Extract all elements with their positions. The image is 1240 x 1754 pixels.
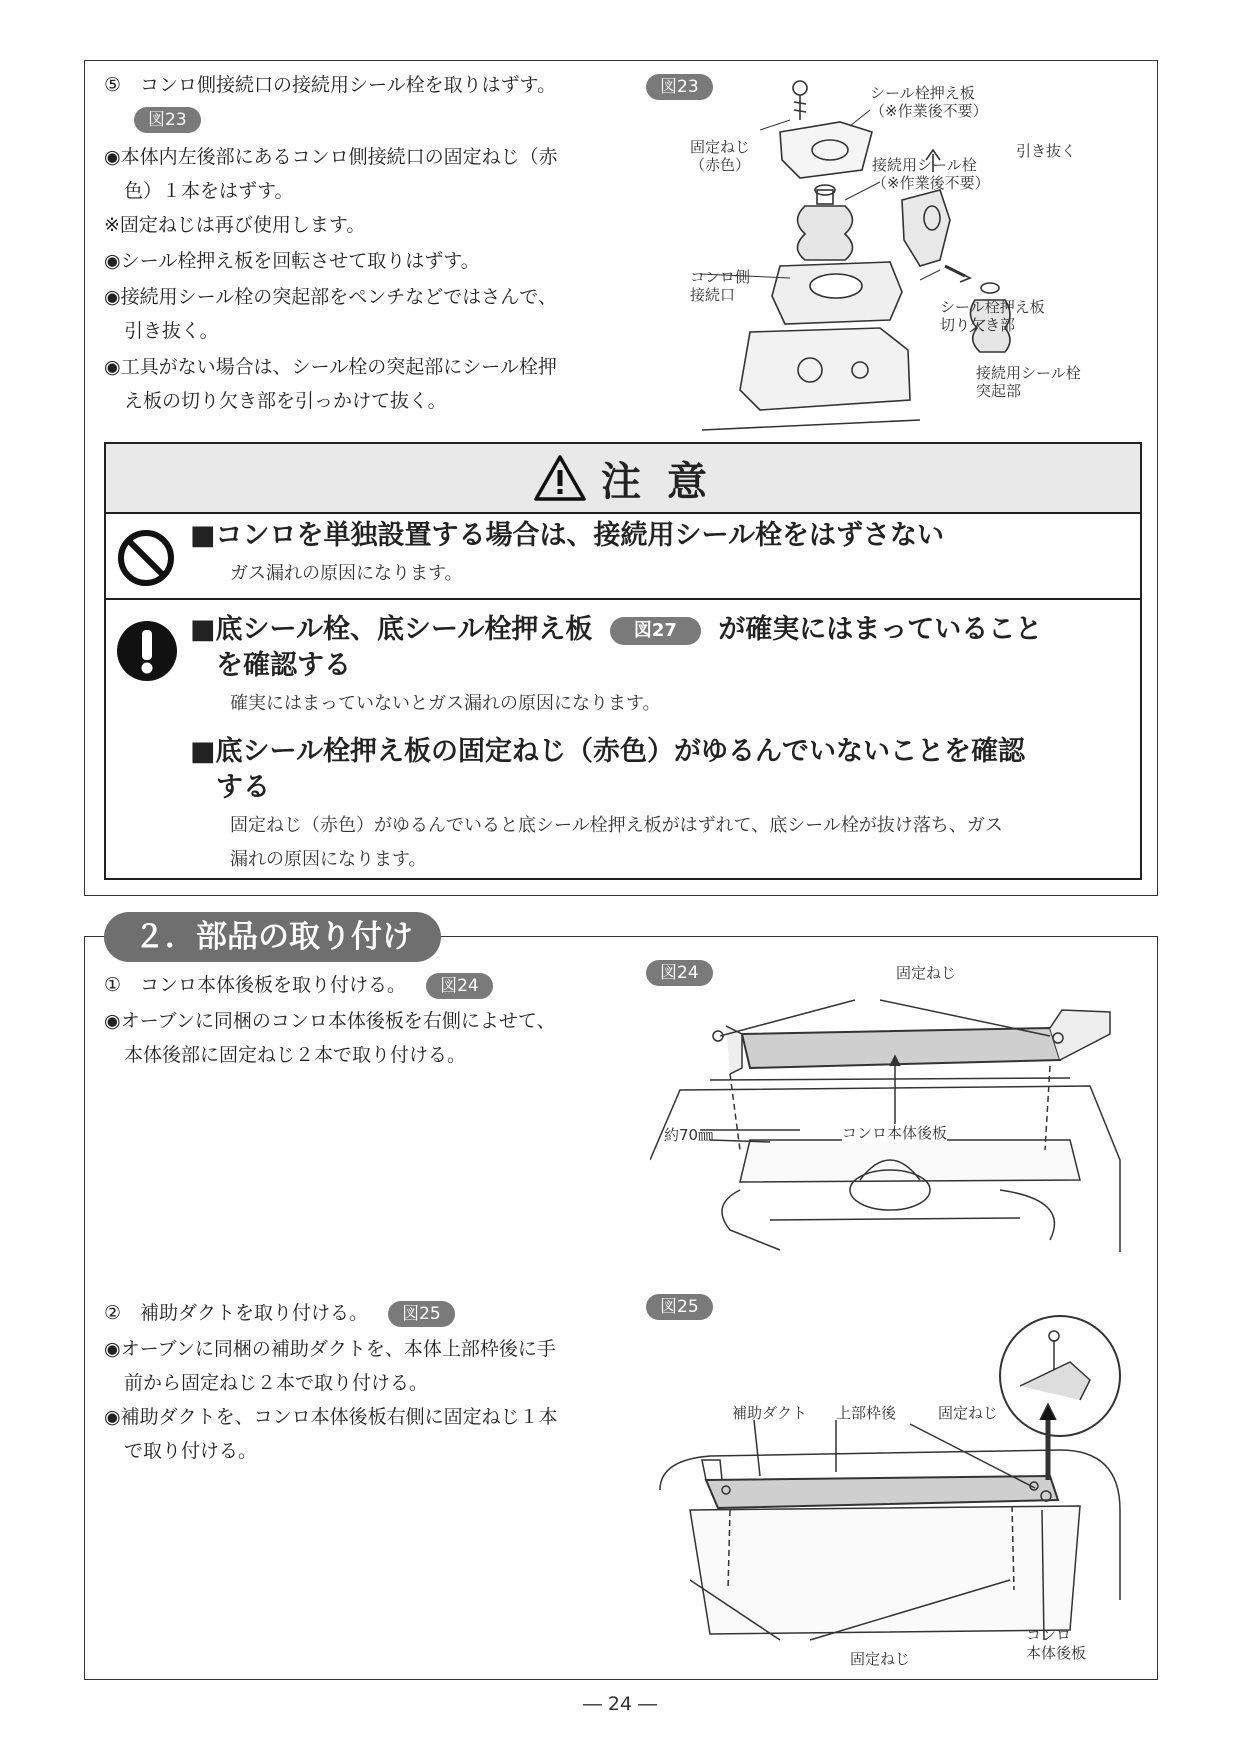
- fig-ref-badge[interactable]: 図24: [426, 973, 493, 999]
- caution-title: 注 意: [601, 458, 713, 505]
- step2-bullet-b: 前から固定ねじ２本で取り付ける。: [124, 1372, 429, 1394]
- callout-line: シール栓押え板: [870, 84, 975, 102]
- fig24-label: 図24: [646, 960, 713, 986]
- fig25-plate-label: [1026, 1626, 1086, 1662]
- fig24-dimension-label: 約70㎜: [664, 1126, 714, 1144]
- caution-item1-heading: ■コンロを単独設置する場合は、接続用シール栓をはずさない: [190, 520, 944, 551]
- fig24-plate-label: コンロ本体後板: [842, 1124, 948, 1142]
- fig23-plate-label: [870, 84, 988, 120]
- fig25-illustration: [650, 1300, 1130, 1670]
- callout-line: （※作業後不要）: [872, 174, 990, 192]
- fig25-screw-top-label: 固定ねじ: [938, 1404, 999, 1422]
- fig25-frame-label: 上部枠後: [836, 1404, 897, 1422]
- fig25-label: 図25: [646, 1294, 713, 1320]
- callout-line: （※作業後不要）: [870, 102, 988, 120]
- bullet-1a: ◉本体内左後部にあるコンロ側接続口の固定ねじ（赤: [104, 146, 558, 168]
- callout-line: （赤色）: [690, 156, 751, 174]
- step5-fig-ref-row: [134, 102, 201, 136]
- section2-title: ２．部品の取り付け: [104, 912, 441, 962]
- warning-triangle-icon: [533, 454, 587, 502]
- fig23-label: 図23: [646, 74, 713, 100]
- callout-line: 突起部: [976, 382, 1022, 400]
- bullet-3: ◉シール栓押え板を回転させて取りはずす。: [104, 250, 480, 272]
- callout-line: 接続口: [690, 286, 736, 304]
- step2-bullet-d: で取り付ける。: [124, 1440, 258, 1462]
- step1-bullet-a: ◉オーブンに同梱のコンロ本体後板を右側によせて、: [104, 1010, 556, 1032]
- heading-part: が確実にはまっていること: [718, 614, 1043, 645]
- bullet-5b: え板の切り欠き部を引っかけて抜く。: [124, 390, 447, 412]
- caution-item2-heading: [190, 612, 1042, 648]
- caution-item1-note: ガス漏れの原因になります。: [230, 563, 463, 584]
- step2-bullet-c: ◉補助ダクトを、コンロ本体後板右側に固定ねじ１本: [104, 1406, 558, 1428]
- caution-row-prohibited: [106, 512, 1140, 600]
- fig-ref-badge[interactable]: 図25: [388, 1301, 455, 1327]
- fig23-plug-label: [872, 156, 990, 192]
- callout-line: 固定ねじ: [690, 138, 751, 156]
- caution-header: [106, 444, 1140, 514]
- fig23-notch-label: [940, 298, 1045, 334]
- prohibited-icon: [116, 528, 176, 588]
- step1-title: ① コンロ本体後板を取り付ける。: [104, 974, 407, 996]
- callout-line: 接続用シール栓: [872, 156, 977, 174]
- callout-line: コンロ: [1026, 1626, 1072, 1644]
- step2-row: [104, 1296, 455, 1330]
- fig-ref-badge[interactable]: 図23: [134, 107, 201, 133]
- fig23-screw-label: [690, 138, 750, 174]
- fig25-screw-bottom-label: 固定ねじ: [850, 1650, 911, 1668]
- step2-title: ② 補助ダクトを取り付ける。: [104, 1302, 369, 1324]
- step1-row: [104, 968, 493, 1002]
- caution-item3-heading-cont: する: [216, 772, 270, 803]
- bullet-1b: 色）１本をはずす。: [124, 180, 294, 202]
- bullet-2: ※固定ねじは再び使用します。: [104, 214, 366, 236]
- caution-item3-note-b: 漏れの原因になります。: [230, 849, 427, 870]
- callout-line: 切り欠き部: [940, 316, 1016, 334]
- bullet-5a: ◉工具がない場合は、シール栓の突起部にシール栓押: [104, 356, 557, 378]
- caution-item2-heading-cont: を確認する: [216, 650, 351, 681]
- callout-line: 本体後板: [1026, 1644, 1087, 1662]
- fig24-screw-label: 固定ねじ: [896, 964, 957, 982]
- callout-line: シール栓押え板: [940, 298, 1045, 316]
- heading-part: ■底シール栓、底シール栓押え板: [190, 614, 593, 645]
- fig23-tab-label: [976, 364, 1081, 400]
- bullet-4b: 引き抜く。: [124, 320, 219, 342]
- fig25-duct-label: 補助ダクト: [732, 1404, 808, 1422]
- callout-line: コンロ側: [690, 268, 751, 286]
- caution-item2-note: 確実にはまっていないとガス漏れの原因になります。: [230, 693, 661, 714]
- step2-bullet-a: ◉オーブンに同梱の補助ダクトを、本体上部枠後に手: [104, 1338, 556, 1360]
- mandatory-icon: [116, 620, 178, 682]
- page-number: ― 24 ―: [582, 1693, 658, 1715]
- fig23-pull-label: 引き抜く: [1016, 142, 1077, 160]
- step5-title: ⑤ コンロ側接続口の接続用シール栓を取りはずす。: [104, 74, 557, 96]
- caution-item3-note-a: 固定ねじ（赤色）がゆるんでいると底シール栓押え板がはずれて、底シール栓が抜け落ち、ガス: [230, 815, 1003, 836]
- fig-ref-badge[interactable]: 図27: [610, 617, 701, 645]
- callout-line: 接続用シール栓: [976, 364, 1081, 382]
- bullet-4a: ◉接続用シール栓の突起部をペンチなどではさんで、: [104, 286, 557, 308]
- caution-box: [104, 442, 1142, 880]
- step1-bullet-b: 本体後部に固定ねじ２本で取り付ける。: [124, 1044, 467, 1066]
- fig23-port-label: [690, 268, 750, 304]
- caution-item3-heading: ■底シール栓押え板の固定ねじ（赤色）がゆるんでいないことを確認: [190, 736, 1025, 767]
